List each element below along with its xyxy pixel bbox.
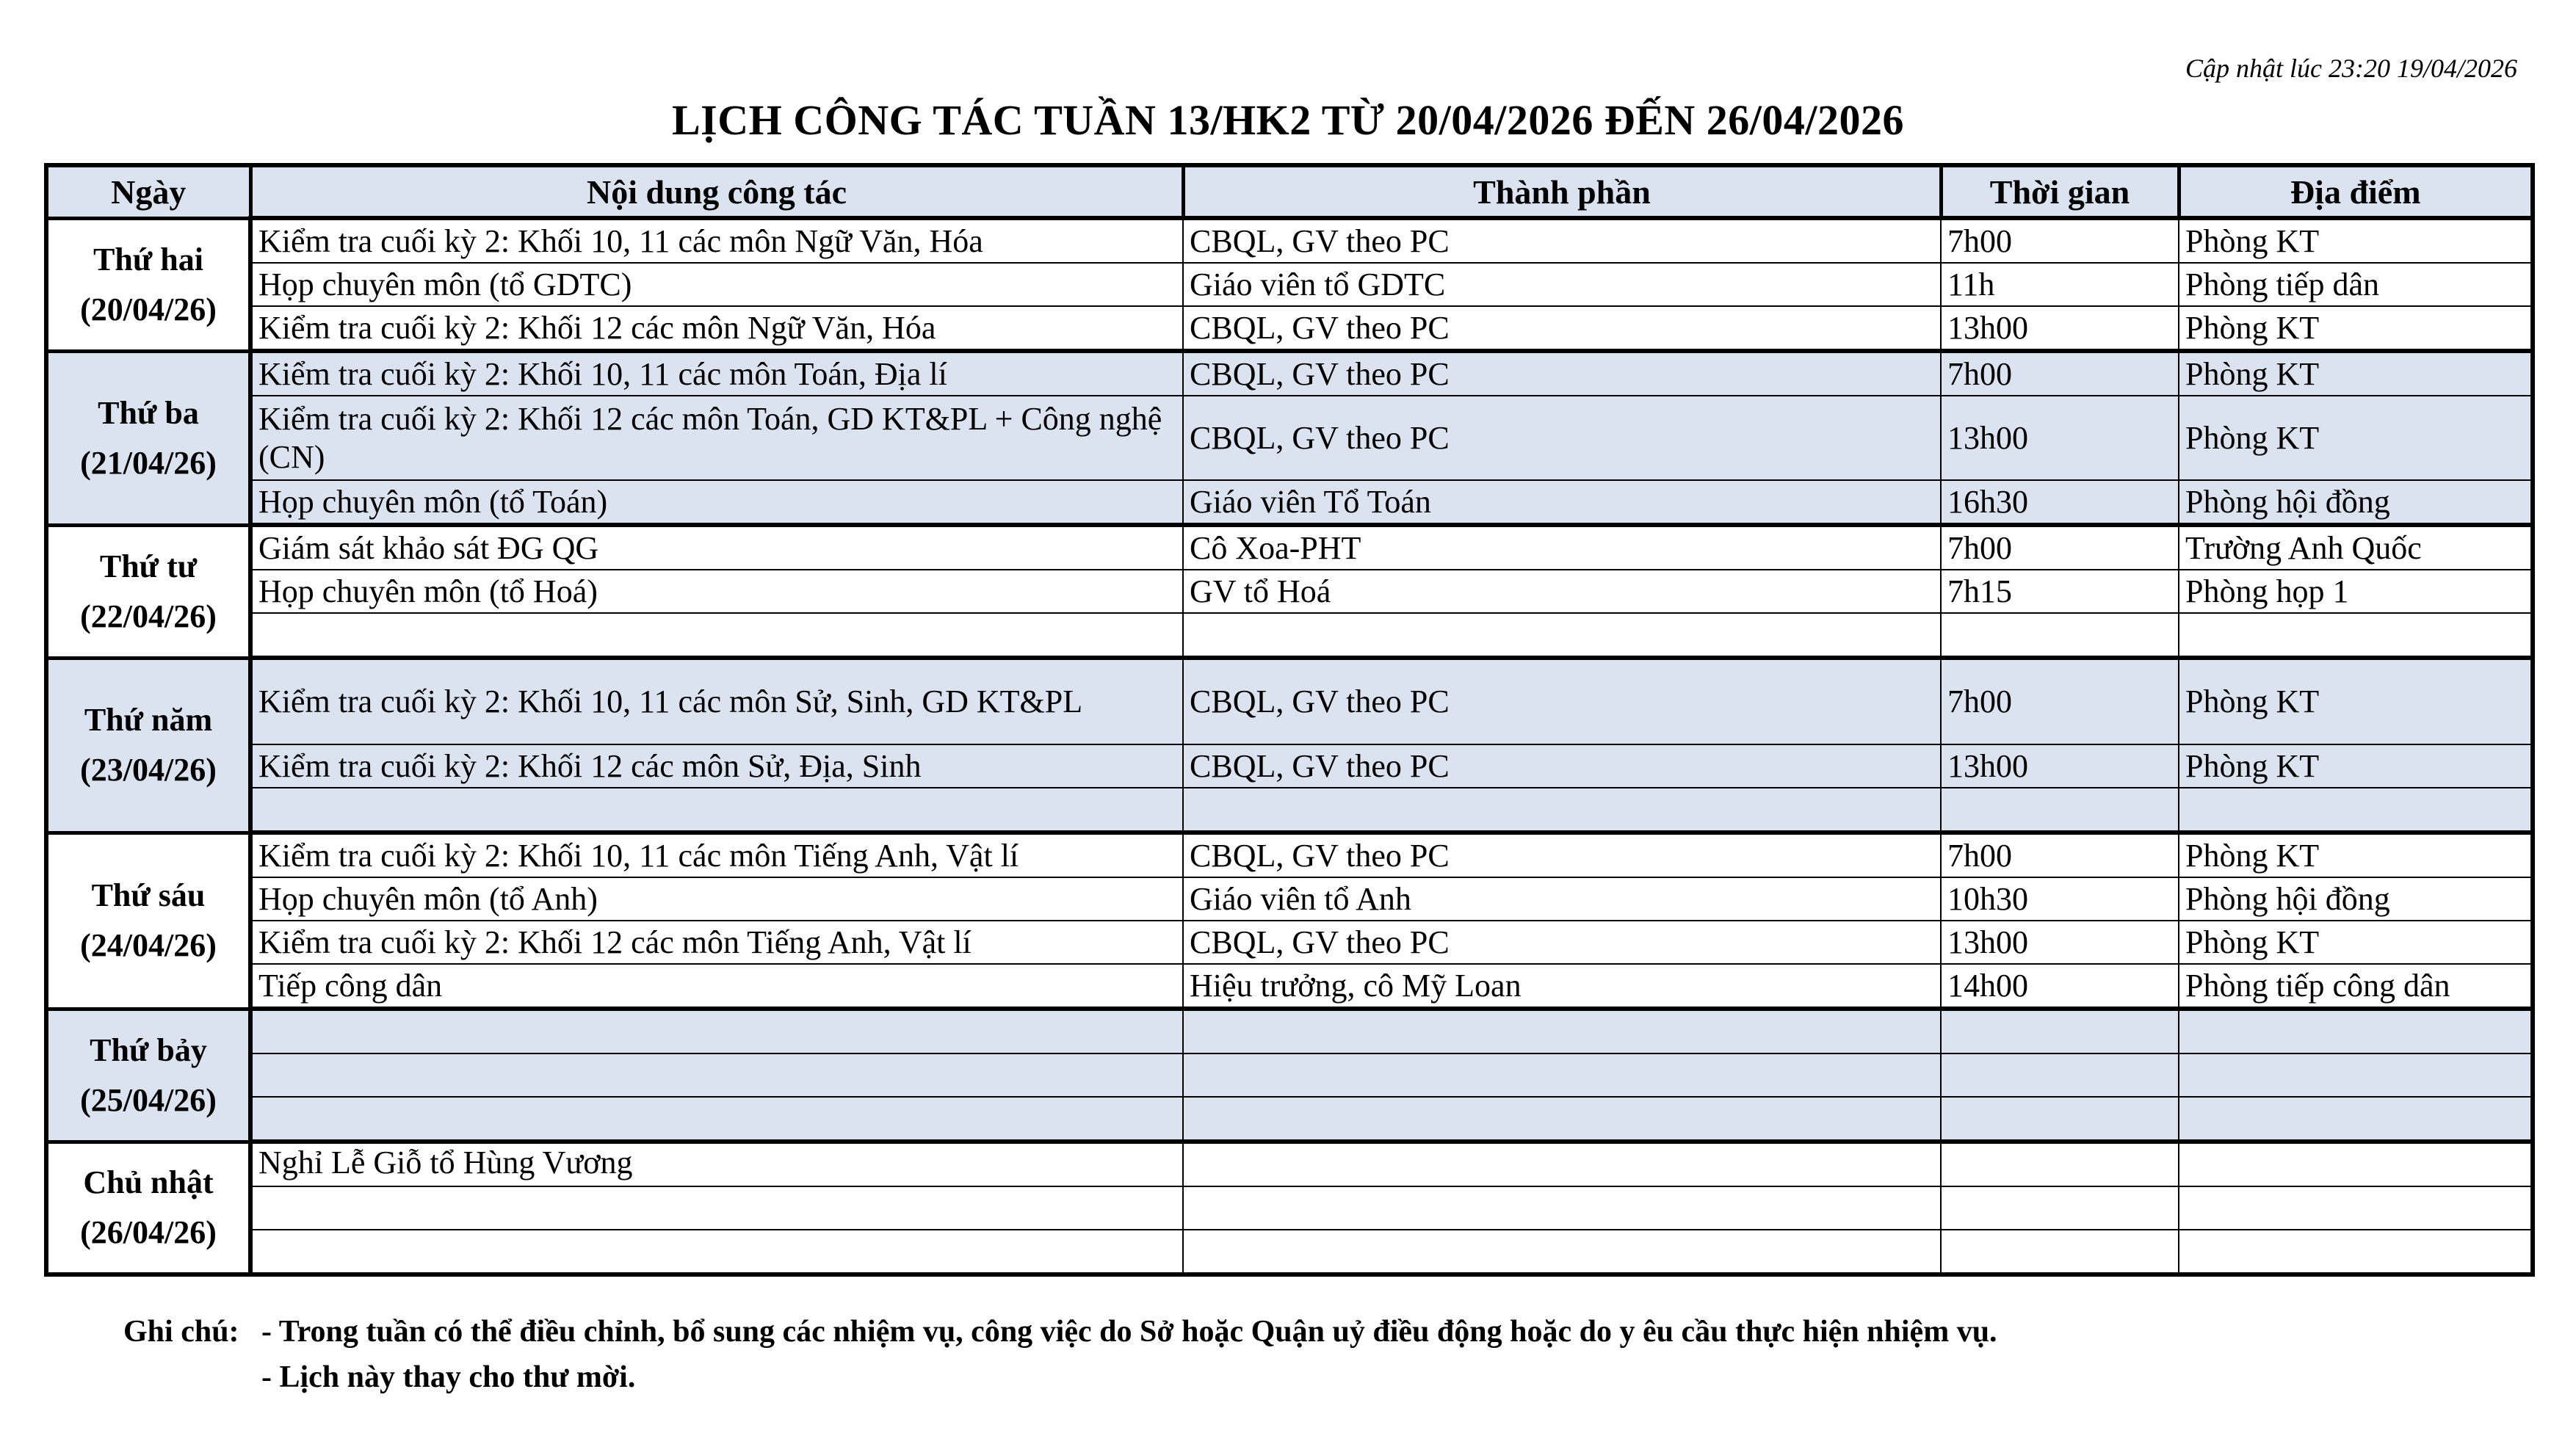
day-name: Thứ ba	[98, 394, 199, 431]
time-cell: 13h00	[1941, 396, 2179, 480]
header-row	[46, 165, 2533, 218]
updated-timestamp: Cập nhật lúc 23:20 19/04/2026	[2185, 54, 2517, 83]
place-cell: Phòng tiếp dân	[2179, 263, 2533, 306]
content-cell: Họp chuyên môn (tổ GDTC)	[250, 263, 1183, 306]
time-cell: 7h00	[1941, 833, 2179, 877]
time-cell: 7h00	[1941, 218, 2179, 263]
participants-cell: CBQL, GV theo PC	[1183, 351, 1941, 396]
time-cell	[1941, 1186, 2179, 1230]
participants-cell: Giáo viên tổ Anh	[1183, 877, 1941, 921]
content-cell: Kiểm tra cuối kỳ 2: Khối 12 các môn Ngữ Văn, Hóa	[250, 306, 1183, 351]
place-cell	[2179, 1097, 2533, 1142]
day-cell-thursday	[46, 658, 250, 833]
page-title: LỊCH CÔNG TÁC TUẦN 13/HK2 TỪ 20/04/2026 ĐẾN 26/04/2026	[671, 96, 1905, 144]
participants-cell	[1183, 1230, 1941, 1274]
place-cell: Phòng KT	[2179, 921, 2533, 964]
table-row	[46, 1230, 2533, 1274]
participants-cell	[1183, 1097, 1941, 1142]
participants-cell	[1183, 1009, 1941, 1053]
day-cell-monday	[46, 218, 250, 351]
table-row	[46, 570, 2533, 613]
place-cell: Phòng KT	[2179, 351, 2533, 396]
place-cell	[2179, 1009, 2533, 1053]
place-cell: Phòng KT	[2179, 396, 2533, 480]
table-row	[46, 833, 2533, 877]
table-row	[46, 218, 2533, 263]
time-cell: 13h00	[1941, 921, 2179, 964]
time-cell: 7h00	[1941, 351, 2179, 396]
table-row	[46, 921, 2533, 964]
content-cell: Họp chuyên môn (tổ Anh)	[250, 877, 1183, 921]
place-cell: Phòng KT	[2179, 658, 2533, 744]
table-row	[46, 480, 2533, 525]
place-cell	[2179, 1186, 2533, 1230]
content-cell	[250, 1053, 1183, 1097]
header-time: Thời gian	[1941, 165, 2179, 218]
table-row	[46, 1186, 2533, 1230]
content-cell: Họp chuyên môn (tổ Toán)	[250, 480, 1183, 525]
table-row	[46, 396, 2533, 480]
header-place: Địa điểm	[2179, 165, 2533, 218]
time-cell: 16h30	[1941, 480, 2179, 525]
place-cell: Phòng KT	[2179, 306, 2533, 351]
participants-cell: CBQL, GV theo PC	[1183, 833, 1941, 877]
time-cell: 7h00	[1941, 525, 2179, 570]
participants-cell: CBQL, GV theo PC	[1183, 396, 1941, 480]
schedule-table	[44, 163, 2535, 1277]
participants-cell	[1183, 1053, 1941, 1097]
header-content: Nội dung công tác	[250, 165, 1183, 218]
header-participants: Thành phần	[1183, 165, 1941, 218]
place-cell	[2179, 1142, 2533, 1186]
participants-cell: CBQL, GV theo PC	[1183, 218, 1941, 263]
day-cell-saturday	[46, 1009, 250, 1142]
table-row	[46, 1142, 2533, 1186]
place-cell: Phòng tiếp công dân	[2179, 964, 2533, 1009]
content-cell: Kiểm tra cuối kỳ 2: Khối 10, 11 các môn Sử, Sinh, GD KT&PL	[250, 658, 1183, 744]
content-cell	[250, 1230, 1183, 1274]
day-name: Thứ tư	[99, 548, 198, 584]
day-date: (25/04/26)	[80, 1081, 217, 1118]
table-row	[46, 1053, 2533, 1097]
place-cell: Trường Anh Quốc	[2179, 525, 2533, 570]
notes-label: Ghi chú:	[123, 1315, 239, 1349]
time-cell: 7h15	[1941, 570, 2179, 613]
day-date: (24/04/26)	[80, 927, 217, 963]
participants-cell	[1183, 613, 1941, 658]
day-date: (21/04/26)	[80, 444, 217, 481]
participants-cell: Cô Xoa-PHT	[1183, 525, 1941, 570]
note-line: - Trong tuần có thể điều chỉnh, bổ sung các nhiệm vụ, công việc do Sở hoặc Quận uỷ điều động hoặc do y êu cầu thực hiện nhiệm vụ.	[261, 1315, 1997, 1349]
place-cell: Phòng KT	[2179, 744, 2533, 788]
participants-cell: CBQL, GV theo PC	[1183, 658, 1941, 744]
participants-cell: Giáo viên tổ GDTC	[1183, 263, 1941, 306]
day-date: (23/04/26)	[80, 752, 217, 788]
place-cell: Phòng họp 1	[2179, 570, 2533, 613]
participants-cell: CBQL, GV theo PC	[1183, 306, 1941, 351]
content-cell: Giám sát khảo sát ĐG QG	[250, 525, 1183, 570]
day-cell-friday	[46, 833, 250, 1009]
place-cell	[2179, 788, 2533, 833]
participants-cell: GV tổ Hoá	[1183, 570, 1941, 613]
day-name: Thứ bảy	[90, 1031, 207, 1068]
table-row	[46, 306, 2533, 351]
content-cell: Họp chuyên môn (tổ Hoá)	[250, 570, 1183, 613]
day-date: (26/04/26)	[80, 1214, 217, 1251]
place-cell: Phòng KT	[2179, 833, 2533, 877]
content-cell: Kiểm tra cuối kỳ 2: Khối 10, 11 các môn Toán, Địa lí	[250, 351, 1183, 396]
day-name: Chủ nhật	[83, 1164, 214, 1201]
content-cell: Kiểm tra cuối kỳ 2: Khối 10, 11 các môn Ngữ Văn, Hóa	[250, 218, 1183, 263]
table-row	[46, 525, 2533, 570]
time-cell	[1941, 1009, 2179, 1053]
time-cell: 11h	[1941, 263, 2179, 306]
day-name: Thứ năm	[84, 702, 213, 738]
content-cell	[250, 613, 1183, 658]
table-row	[46, 877, 2533, 921]
place-cell	[2179, 1230, 2533, 1274]
place-cell: Phòng hội đồng	[2179, 877, 2533, 921]
table-row	[46, 1009, 2533, 1053]
place-cell	[2179, 613, 2533, 658]
participants-cell: Giáo viên Tổ Toán	[1183, 480, 1941, 525]
content-cell	[250, 1186, 1183, 1230]
day-date: (22/04/26)	[80, 598, 217, 634]
content-cell	[250, 1009, 1183, 1053]
time-cell	[1941, 613, 2179, 658]
time-cell	[1941, 788, 2179, 833]
place-cell: Phòng KT	[2179, 218, 2533, 263]
content-cell: Kiểm tra cuối kỳ 2: Khối 12 các môn Toán, GD KT&PL + Công nghệ (CN)	[250, 396, 1183, 480]
table-row	[46, 1097, 2533, 1142]
table-row	[46, 658, 2533, 744]
day-date: (20/04/26)	[80, 291, 217, 327]
table-row	[46, 744, 2533, 788]
day-name: Thứ hai	[93, 241, 203, 278]
time-cell: 10h30	[1941, 877, 2179, 921]
participants-cell	[1183, 1186, 1941, 1230]
content-cell	[250, 788, 1183, 833]
time-cell	[1941, 1142, 2179, 1186]
place-cell: Phòng hội đồng	[2179, 480, 2533, 525]
table-row	[46, 964, 2533, 1009]
time-cell	[1941, 1097, 2179, 1142]
participants-cell	[1183, 1142, 1941, 1186]
time-cell	[1941, 1230, 2179, 1274]
content-cell: Kiểm tra cuối kỳ 2: Khối 10, 11 các môn Tiếng Anh, Vật lí	[250, 833, 1183, 877]
participants-cell	[1183, 788, 1941, 833]
participants-cell: Hiệu trưởng, cô Mỹ Loan	[1183, 964, 1941, 1009]
time-cell: 13h00	[1941, 744, 2179, 788]
time-cell: 7h00	[1941, 658, 2179, 744]
table-row	[46, 788, 2533, 833]
header-day: Ngày	[46, 165, 250, 218]
place-cell	[2179, 1053, 2533, 1097]
note-line: - Lịch này thay cho thư mời.	[261, 1360, 636, 1394]
participants-cell: CBQL, GV theo PC	[1183, 921, 1941, 964]
content-cell: Kiểm tra cuối kỳ 2: Khối 12 các môn Sử, Địa, Sinh	[250, 744, 1183, 788]
participants-cell: CBQL, GV theo PC	[1183, 744, 1941, 788]
table-row	[46, 613, 2533, 658]
day-cell-wednesday	[46, 525, 250, 658]
day-cell-tuesday	[46, 351, 250, 525]
day-cell-sunday	[46, 1142, 250, 1274]
table-row	[46, 351, 2533, 396]
content-cell: Nghỉ Lễ Giỗ tổ Hùng Vương	[250, 1142, 1183, 1186]
time-cell: 13h00	[1941, 306, 2179, 351]
content-cell	[250, 1097, 1183, 1142]
time-cell	[1941, 1053, 2179, 1097]
day-name: Thứ sáu	[91, 877, 206, 913]
table-row	[46, 263, 2533, 306]
time-cell: 14h00	[1941, 964, 2179, 1009]
content-cell: Tiếp công dân	[250, 964, 1183, 1009]
content-cell: Kiểm tra cuối kỳ 2: Khối 12 các môn Tiếng Anh, Vật lí	[250, 921, 1183, 964]
